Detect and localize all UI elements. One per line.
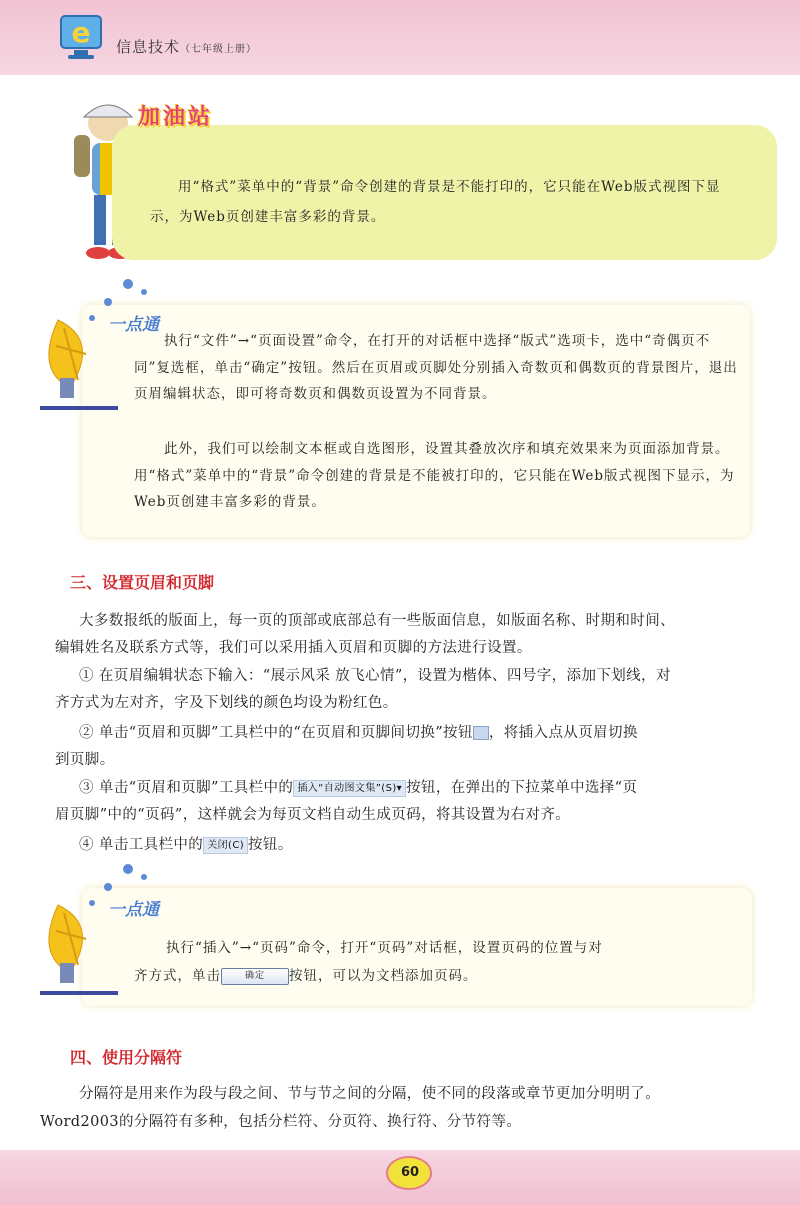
- page-header: [0, 0, 800, 75]
- close-button[interactable]: 关闭(C): [203, 837, 248, 854]
- step-text: ② 单击“页眉和页脚”工具栏中的“在页眉和页脚间切换”按钮 ，将插入点从页眉切换: [79, 725, 638, 741]
- step-text: ③ 单击“页眉和页脚”工具栏中的 插入“自动图文集”(S)▾ 按钮，在弹出的下拉菜单中选择“页: [79, 780, 638, 796]
- ie-logo-icon: [58, 12, 104, 62]
- note-label: 一点通: [108, 315, 159, 335]
- note-paragraph: 执行“插入”→“页码”命令，打开“页码”对话框，设置页码的位置与对: [166, 940, 603, 956]
- section-title: 三、设置页眉和页脚: [70, 573, 215, 592]
- step-text: 眉页脚”中的“页码”，这样就会为每页文档自动生成页码，将其设置为右对齐。: [55, 807, 571, 823]
- step-text: 齐方式为左对齐，字及下划线的颜色均设为粉红色。: [55, 695, 398, 711]
- satellite-dish-icon: [30, 855, 150, 1005]
- section-title: 四、使用分隔符: [70, 1048, 183, 1067]
- book-title: 信息技术（七年级上册）: [116, 38, 258, 56]
- body-text: 编辑姓名及联系方式等，我们可以采用插入页眉和页脚的方法进行设置。: [55, 640, 532, 656]
- body-text: 大多数报纸的版面上，每一页的顶部或底部总有一些版面信息，如版面名称、时期和时间、: [79, 613, 675, 629]
- switch-header-footer-icon: [473, 726, 489, 740]
- note-paragraph: 齐方式，单击 确定 按钮，可以为文档添加页码。: [134, 968, 478, 984]
- satellite-dish-icon: [30, 270, 150, 420]
- body-text: 分隔符是用来作为段与段之间、节与节之间的分隔，使不同的段落或章节更加分明明了。: [79, 1086, 661, 1102]
- svg-text:e: e: [71, 16, 91, 49]
- step-text: ① 在页眉编辑状态下输入：“展示风采 放飞心情”，设置为楷体、四号字，添加下划线，对: [79, 668, 671, 684]
- page-number: 60: [400, 1165, 420, 1180]
- body-text: Word2003的分隔符有多种，包括分栏符、分页符、换行符、分节符等。: [40, 1114, 522, 1130]
- tip-text: 用“格式”菜单中的“背景”命令创建的背景是不能打印的，它只能在Web版式视图下显示，为Web页创建丰富多彩的背景。: [150, 179, 721, 225]
- book-subtitle: （七年级上册）: [180, 44, 258, 55]
- note-paragraph: 此外，我们可以绘制文本框或自选图形，设置其叠放次序和填充效果来为页面添加背景。用“格式”菜单中的“背景”命令创建的背景是不能被打印的，它只能在Web版式视图下显示，为Web页创建丰富多彩的背景。: [134, 441, 735, 510]
- step-text: ④ 单击工具栏中的 关闭(C) 按钮。: [79, 837, 293, 853]
- note-label: 一点通: [108, 900, 159, 920]
- tip-title: 加油站: [138, 105, 214, 130]
- ok-button[interactable]: 确定: [221, 968, 289, 985]
- insert-autotext-button[interactable]: 插入“自动图文集”(S)▾: [293, 780, 406, 797]
- step-text: 到页脚。: [55, 752, 115, 768]
- note-paragraph: 执行“文件”→“页面设置”命令，在打开的对话框中选择“版式”选项卡，选中“奇偶页不同”复选框，单击“确定”按钮。然后在页眉或页脚处分别插入奇数页和偶数页的背景图片，退出页眉编辑状态，即可将奇数页和偶数页设置为不同背景。: [134, 333, 738, 402]
